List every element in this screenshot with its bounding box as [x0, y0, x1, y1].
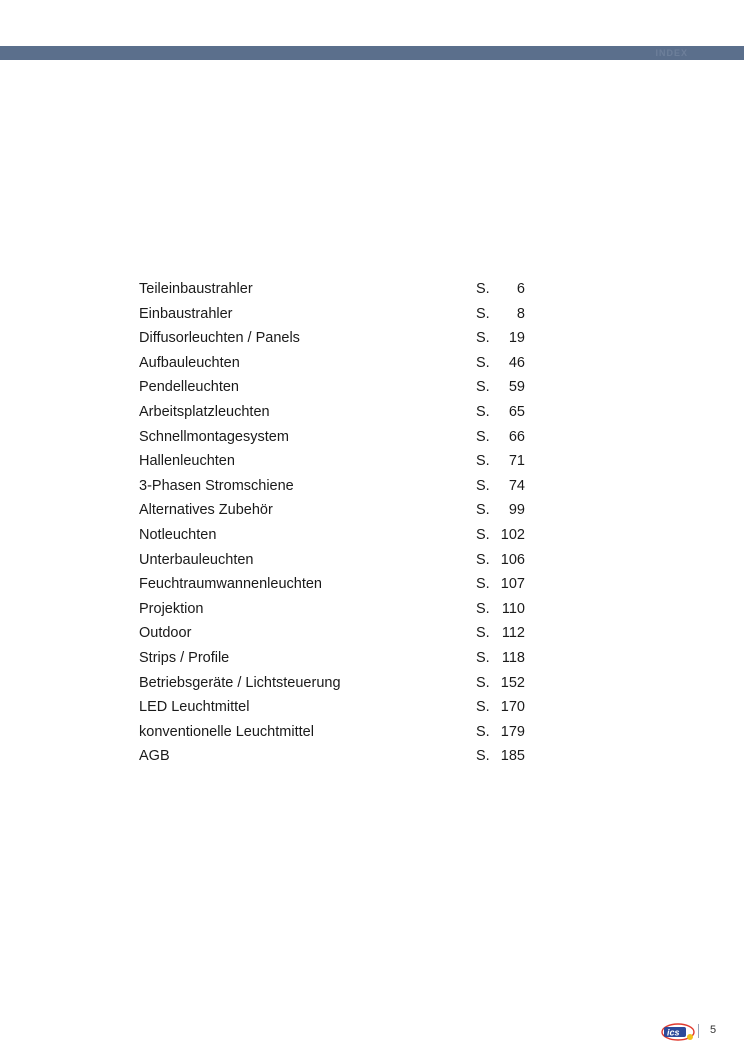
toc-entry-label: Outdoor [139, 625, 192, 642]
toc-entry[interactable] [139, 327, 525, 352]
toc-entry[interactable] [139, 672, 525, 697]
toc-entry-label: Betriebsgeräte / Lichtsteuerung [139, 674, 341, 691]
header-bar [0, 46, 744, 60]
toc-entry[interactable] [139, 303, 525, 328]
toc-entry-page-prefix: S. [476, 551, 490, 568]
toc-entry-label: Strips / Profile [139, 649, 230, 666]
toc-entry[interactable] [139, 647, 525, 672]
toc-entry-label: Alternatives Zubehör [139, 502, 273, 519]
toc-entry-page-prefix: S. [476, 502, 490, 519]
toc-entry-page-prefix: S. [476, 576, 490, 593]
toc-entry-label: AGB [139, 748, 170, 765]
toc-entry-page-number: 99 [508, 502, 525, 519]
toc-entry-page-number: 170 [500, 699, 525, 716]
company-logo [660, 1020, 696, 1042]
header-label: INDEX [655, 48, 688, 58]
footer-divider [698, 1024, 699, 1038]
toc-entry-page-number: 6 [516, 281, 525, 297]
toc-entry[interactable] [139, 549, 525, 574]
toc-entry-page-prefix: S. [476, 625, 490, 642]
table-of-contents [139, 278, 525, 770]
toc-entry-page-prefix: S. [476, 403, 490, 420]
toc-entry-page-number: 8 [516, 305, 525, 322]
toc-entry-page-prefix: S. [476, 281, 490, 297]
toc-entry-page-number: 110 [501, 600, 525, 617]
toc-entry-page-prefix: S. [476, 330, 490, 347]
toc-entry[interactable] [139, 352, 525, 377]
toc-entry-page-number: 66 [508, 428, 525, 445]
toc-entry[interactable] [139, 450, 525, 475]
toc-entry-page-number: 74 [508, 477, 525, 494]
toc-entry-label: Hallenleuchten [139, 453, 235, 470]
toc-entry-page-prefix: S. [476, 305, 490, 322]
toc-entry-label: Diffusorleuchten / Panels [139, 330, 300, 347]
toc-entry-page-number: 185 [500, 748, 525, 765]
toc-entry-page-number: 118 [501, 649, 525, 666]
toc-entry-page-prefix: S. [476, 748, 490, 765]
toc-entry-page-prefix: S. [476, 649, 490, 666]
toc-entry-page-prefix: S. [476, 674, 490, 691]
toc-entry[interactable] [139, 745, 525, 770]
toc-entry-page-prefix: S. [476, 600, 490, 617]
toc-entry[interactable] [139, 598, 525, 623]
toc-entry[interactable] [139, 622, 525, 647]
toc-entry-page-number: 46 [508, 354, 525, 371]
toc-entry-page-prefix: S. [476, 354, 490, 371]
toc-entry-label: Unterbauleuchten [139, 551, 254, 568]
toc-entry-label: Einbaustrahler [139, 305, 233, 322]
toc-entry-label: Pendelleuchten [139, 379, 239, 396]
toc-entry[interactable] [139, 499, 525, 524]
toc-entry[interactable] [139, 401, 525, 426]
toc-entry[interactable] [139, 376, 525, 401]
toc-entry-label: konventionelle Leuchtmittel [139, 723, 314, 740]
toc-entry[interactable] [139, 573, 525, 598]
toc-entry-label: Schnellmontagesystem [139, 428, 289, 445]
toc-entry-page-number: 179 [500, 723, 525, 740]
toc-entry-page-prefix: S. [476, 477, 490, 494]
toc-entry[interactable] [139, 696, 525, 721]
toc-entry-label: LED Leuchtmittel [139, 699, 250, 716]
toc-entry-page-prefix: S. [476, 428, 490, 445]
toc-entry-page-number: 65 [508, 403, 525, 420]
toc-entry[interactable] [139, 721, 525, 746]
toc-entry[interactable] [139, 475, 525, 500]
toc-entry-page-prefix: S. [476, 453, 490, 470]
toc-entry-page-number: 112 [501, 625, 525, 642]
toc-entry-label: 3-Phasen Stromschiene [139, 477, 294, 494]
toc-entry-page-number: 102 [500, 526, 525, 543]
toc-entry-page-prefix: S. [476, 723, 490, 740]
toc-entry-page-number: 152 [500, 674, 525, 691]
toc-entry-label: Projektion [139, 600, 204, 617]
toc-entry-label: Teileinbaustrahler [139, 281, 253, 297]
toc-entry-page-prefix: S. [476, 379, 490, 396]
toc-entry-page-prefix: S. [476, 526, 490, 543]
toc-entry-label: Notleuchten [139, 526, 217, 543]
toc-entry-page-prefix: S. [476, 699, 490, 716]
toc-entry-page-number: 106 [500, 551, 525, 568]
toc-entry-page-number: 107 [500, 576, 525, 593]
page-number: 5 [710, 1024, 717, 1036]
toc-entry[interactable] [139, 278, 525, 303]
toc-entry[interactable] [139, 426, 525, 451]
toc-entry-page-number: 19 [508, 330, 525, 347]
toc-entry-page-number: 71 [508, 453, 525, 470]
logo-text: ics [667, 1027, 680, 1038]
toc-entry[interactable] [139, 524, 525, 549]
toc-entry-label: Aufbauleuchten [139, 354, 240, 371]
toc-entry-label: Arbeitsplatzleuchten [139, 403, 270, 420]
toc-entry-page-number: 59 [508, 379, 525, 396]
toc-entry-label: Feuchtraumwannenleuchten [139, 576, 322, 593]
